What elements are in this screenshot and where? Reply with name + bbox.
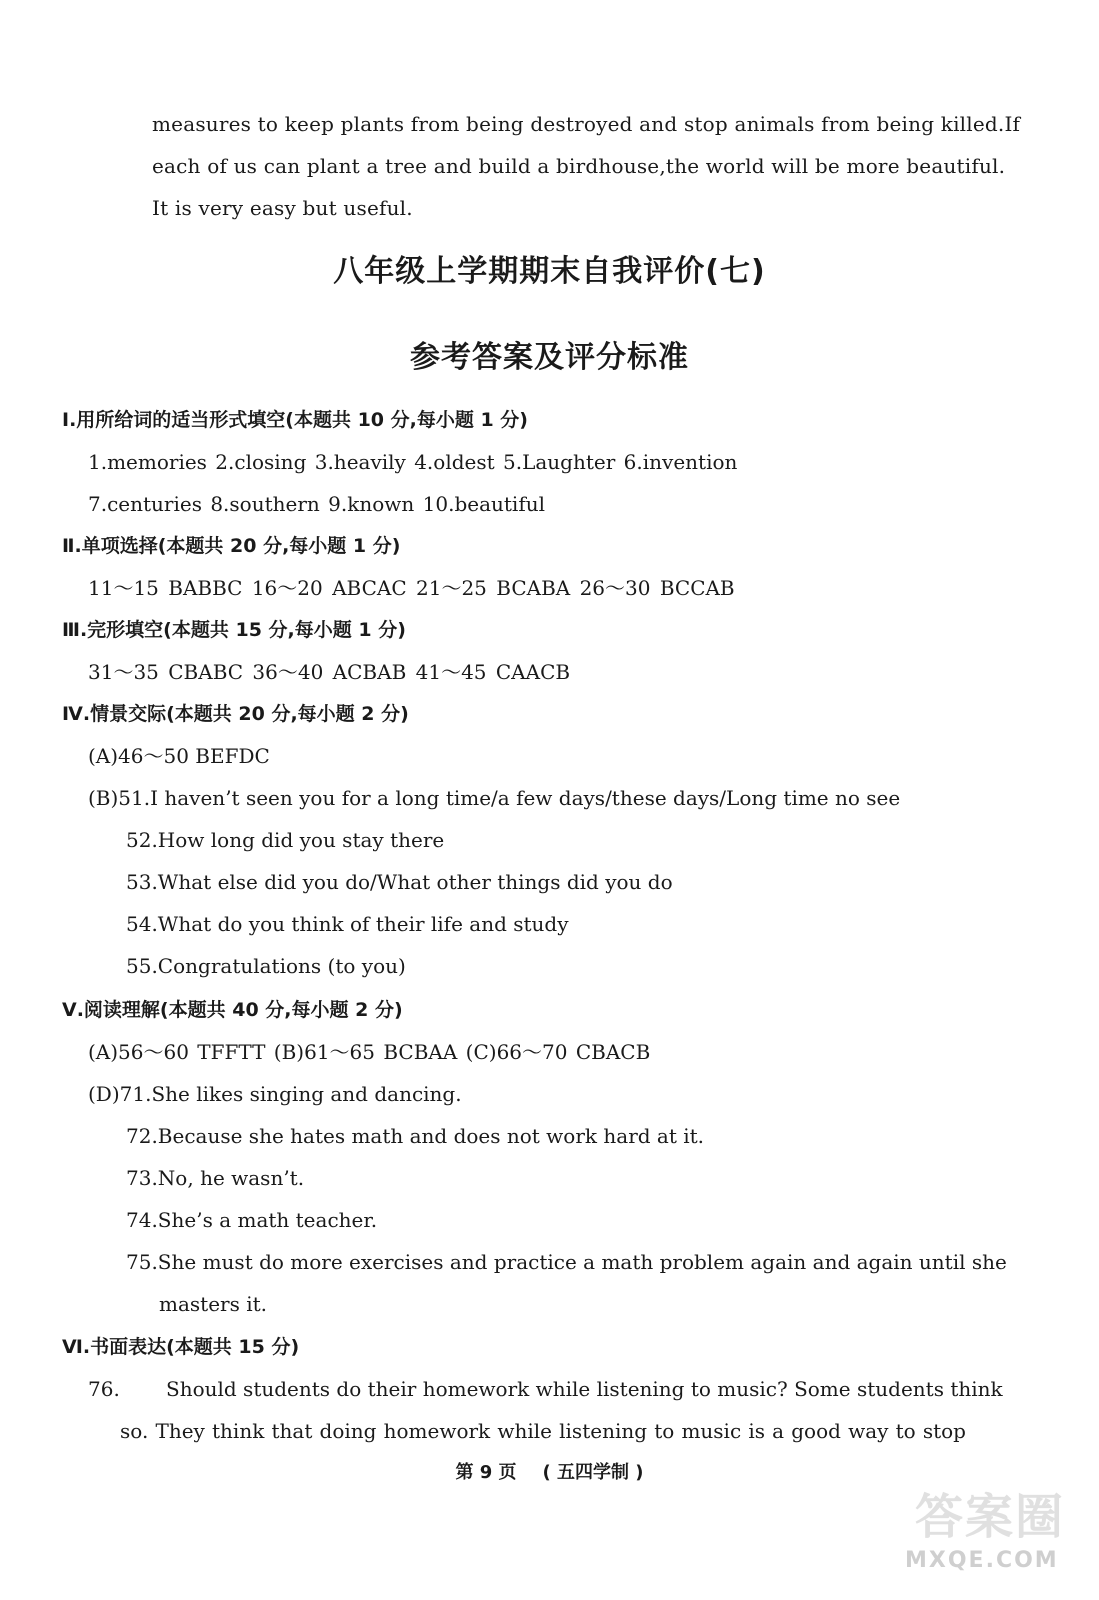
watermark-site-text: MXQE.COM xyxy=(905,1548,1059,1573)
essay-paragraph-line-1: Should students do their homework while listening to music? Some students think xyxy=(166,1377,1003,1401)
intro-line-1: measures to keep plants from being destroyed and stop animals from being killed.If xyxy=(152,112,1021,136)
section-1-answers-line-2: 7.centuries 8.southern 9.known 10.beautiful xyxy=(88,492,545,516)
essay-paragraph-line-2: so. They think that doing homework while listening to music is a good way to stop xyxy=(120,1419,966,1443)
section-5-answer-71: (D)71.She likes singing and dancing. xyxy=(88,1082,462,1106)
section-5-parts-abc: (A)56～60 TFFTT (B)61～65 BCBAA (C)66～70 CBACB xyxy=(88,1040,651,1064)
section-6-heading: Ⅵ.书面表达(本题共 15 分) xyxy=(62,1336,300,1358)
section-2-heading: Ⅱ.单项选择(本题共 20 分,每小题 1 分) xyxy=(62,535,401,557)
section-4-answer-55: 55.Congratulations (to you) xyxy=(126,954,406,978)
answer-key-title: 参考答案及评分标准 xyxy=(410,340,689,375)
page-number: 第 9 页 xyxy=(455,1462,517,1483)
section-4-heading: Ⅳ.情景交际(本题共 20 分,每小题 2 分) xyxy=(62,703,409,725)
section-3-answers: 31～35 CBABC 36～40 ACBAB 41～45 CAACB xyxy=(88,660,571,684)
section-2-answers: 11～15 BABBC 16～20 ABCAC 21～25 BCABA 26～30 BCCAB xyxy=(88,576,735,600)
section-4-answer-54: 54.What do you think of their life and study xyxy=(126,912,569,936)
section-1-heading: Ⅰ.用所给词的适当形式填空(本题共 10 分,每小题 1 分) xyxy=(62,409,528,431)
intro-line-2: each of us can plant a tree and build a birdhouse,the world will be more beautiful. xyxy=(152,154,1006,178)
section-5-answer-72: 72.Because she hates math and does not work hard at it. xyxy=(126,1124,705,1148)
section-4-part-a: (A)46～50 BEFDC xyxy=(88,744,270,768)
essay-number: 76. xyxy=(88,1377,120,1401)
section-5-answer-73: 73.No, he wasn’t. xyxy=(126,1166,305,1190)
section-3-heading: Ⅲ.完形填空(本题共 15 分,每小题 1 分) xyxy=(62,619,406,641)
exam-title: 八年级上学期期末自我评价(七) xyxy=(333,254,766,289)
section-4-answer-52: 52.How long did you stay there xyxy=(126,828,445,852)
section-5-answer-75: 75.She must do more exercises and practice a math problem again and again until she xyxy=(126,1250,1007,1274)
watermark-logo-mark: 答案圈 xyxy=(915,1489,1066,1545)
section-4-answer-51: (B)51.I haven’t seen you for a long time/a few days/these days/Long time no see xyxy=(88,786,901,810)
section-1-answers-line-1: 1.memories 2.closing 3.heavily 4.oldest 5.Laughter 6.invention xyxy=(88,450,738,474)
section-5-answer-75-cont: masters it. xyxy=(159,1292,267,1316)
section-5-heading: Ⅴ.阅读理解(本题共 40 分,每小题 2 分) xyxy=(62,999,403,1021)
section-4-answer-53: 53.What else did you do/What other things did you do xyxy=(126,870,673,894)
intro-line-3: It is very easy but useful. xyxy=(152,196,413,220)
section-5-answer-74: 74.She’s a math teacher. xyxy=(126,1208,378,1232)
school-system: ( 五四学制 ) xyxy=(542,1462,644,1483)
watermark-logo xyxy=(905,1478,1090,1588)
